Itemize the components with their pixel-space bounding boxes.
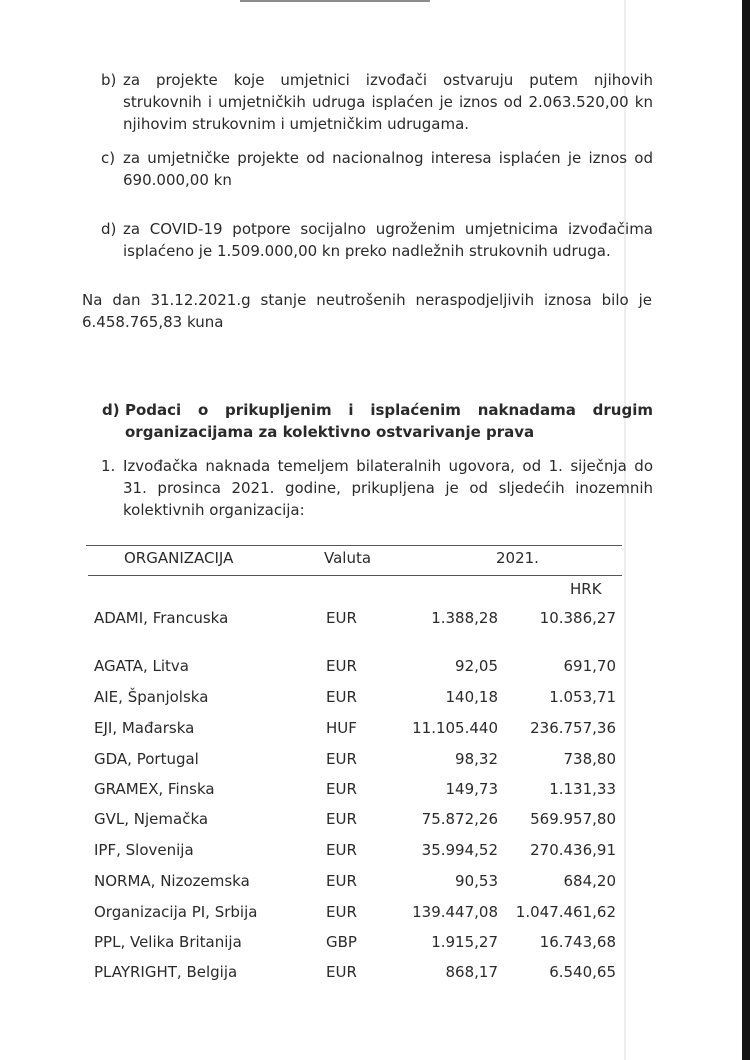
cell-currency: GBP [326,933,357,951]
table-row [0,809,750,829]
table-row [0,932,750,952]
list-item-b [123,69,653,135]
cell-organization: IPF, Slovenija [94,841,194,859]
header-currency: Valuta [324,549,372,567]
cell-organization: PPL, Velika Britanija [94,933,242,951]
cell-currency: EUR [326,903,357,921]
header-year: 2021. [496,549,539,567]
cell-organization: GRAMEX, Finska [94,780,215,798]
table-row [0,779,750,799]
table-row [0,608,750,628]
cell-organization: ADAMI, Francuska [94,609,229,627]
cell-amount: 139.447,08 [412,903,498,921]
cell-currency: EUR [326,750,357,768]
cell-hrk: 10.386,27 [539,609,616,627]
section-d-heading-line-1: Podaci o prikupljenim i isplaćenim naknadama drugim [125,401,653,419]
cell-amount: 35.994,52 [421,841,498,859]
point-1-line-3: kolektivnih organizacija: [123,501,305,519]
cell-currency: EUR [326,609,357,627]
cell-organization: NORMA, Nizozemska [94,872,250,890]
cell-organization: GVL, Njemačka [94,810,209,828]
item-c-line-1: za umjetničke projekte od nacionalnog interesa isplaćen je iznos od [123,149,653,167]
cell-currency: HUF [326,719,357,737]
cell-organization: EJI, Mađarska [94,719,195,737]
cell-hrk: 691,70 [563,657,616,675]
balance-line-1: Na dan 31.12.2021.g stanje neutrošenih neraspodjeljivih iznosa bilo je [82,291,652,309]
cell-organization: Organizacija PI, Srbija [94,903,258,921]
cell-hrk: 270.436,91 [530,841,616,859]
point-1-text [123,455,653,521]
scan-edge [742,0,750,1060]
cell-organization: AGATA, Litva [94,657,189,675]
top-rule [240,0,430,2]
point-1-marker: 1. [101,457,116,475]
list-item-d [123,218,653,262]
table-row [0,871,750,891]
cell-amount: 75.872,26 [421,810,498,828]
cell-hrk: 236.757,36 [530,719,616,737]
item-b-line-2: strukovnih i umjetničkih udruga isplaćen je iznos od 2.063.520,00 kn [123,93,653,111]
cell-hrk: 684,20 [563,872,616,890]
item-c-line-2: 690.000,00 kn [123,171,232,189]
cell-hrk: 569.957,80 [530,810,616,828]
section-d-heading [125,399,653,443]
balance-line-2: 6.458.765,83 kuna [82,313,224,331]
point-1-line-2: 31. prosinca 2021. godine, prikupljena je od sljedećih inozemnih [123,479,653,497]
table-row [0,902,750,922]
item-d-line-2: isplaćeno je 1.509.000,00 kn preko nadležnih strukovnih udruga. [123,242,611,260]
cell-hrk: 6.540,65 [549,963,616,981]
cell-hrk: 1.131,33 [549,780,616,798]
cell-currency: EUR [326,963,357,981]
list-item-c [123,147,653,191]
cell-currency: EUR [326,780,357,798]
cell-amount: 1.388,28 [431,609,498,627]
table-row [0,718,750,738]
point-1-line-1: Izvođačka naknada temeljem bilateralnih ugovora, od 1. siječnja do [123,457,653,475]
cell-amount: 92,05 [455,657,498,675]
item-b-line-1: za projekte koje umjetnici izvođači ostvaruju putem njihovih [123,71,653,89]
list-marker-d: d) [101,220,117,238]
cell-amount: 90,53 [455,872,498,890]
cell-currency: EUR [326,872,357,890]
balance-paragraph [82,289,652,333]
cell-currency: EUR [326,688,357,706]
cell-currency: EUR [326,810,357,828]
item-d-line-1: za COVID-19 potpore socijalno ugroženim umjetnicima izvođačima [123,220,653,238]
cell-amount: 1.915,27 [431,933,498,951]
cell-organization: PLAYRIGHT, Belgija [94,963,238,981]
cell-amount: 140,18 [445,688,498,706]
list-marker-c: c) [101,149,116,167]
cell-hrk: 1.047.461,62 [515,903,616,921]
item-b-line-3: njihovim strukovnim i umjetničkim udrugama. [123,115,470,133]
table-row [0,656,750,676]
cell-currency: EUR [326,841,357,859]
header-organization: ORGANIZACIJA [124,549,234,567]
table-row [0,749,750,769]
cell-hrk: 1.053,71 [549,688,616,706]
cell-organization: GDA, Portugal [94,750,199,768]
cell-amount: 11.105.440 [412,719,498,737]
table-row [0,687,750,707]
cell-amount: 98,32 [455,750,498,768]
cell-organization: AIE, Španjolska [94,688,209,706]
section-d-heading-line-2: organizacijama za kolektivno ostvarivanje prava [125,423,535,441]
table-header-rule [88,575,622,576]
section-d-marker: d) [102,401,120,419]
table-top-rule [86,545,622,546]
cell-amount: 149,73 [445,780,498,798]
table-row [0,962,750,982]
table-row [0,840,750,860]
cell-currency: EUR [326,657,357,675]
list-marker-b: b) [101,71,117,89]
cell-hrk: 738,80 [563,750,616,768]
cell-hrk: 16.743,68 [539,933,616,951]
unit-label-hrk: HRK [570,580,602,598]
cell-amount: 868,17 [445,963,498,981]
